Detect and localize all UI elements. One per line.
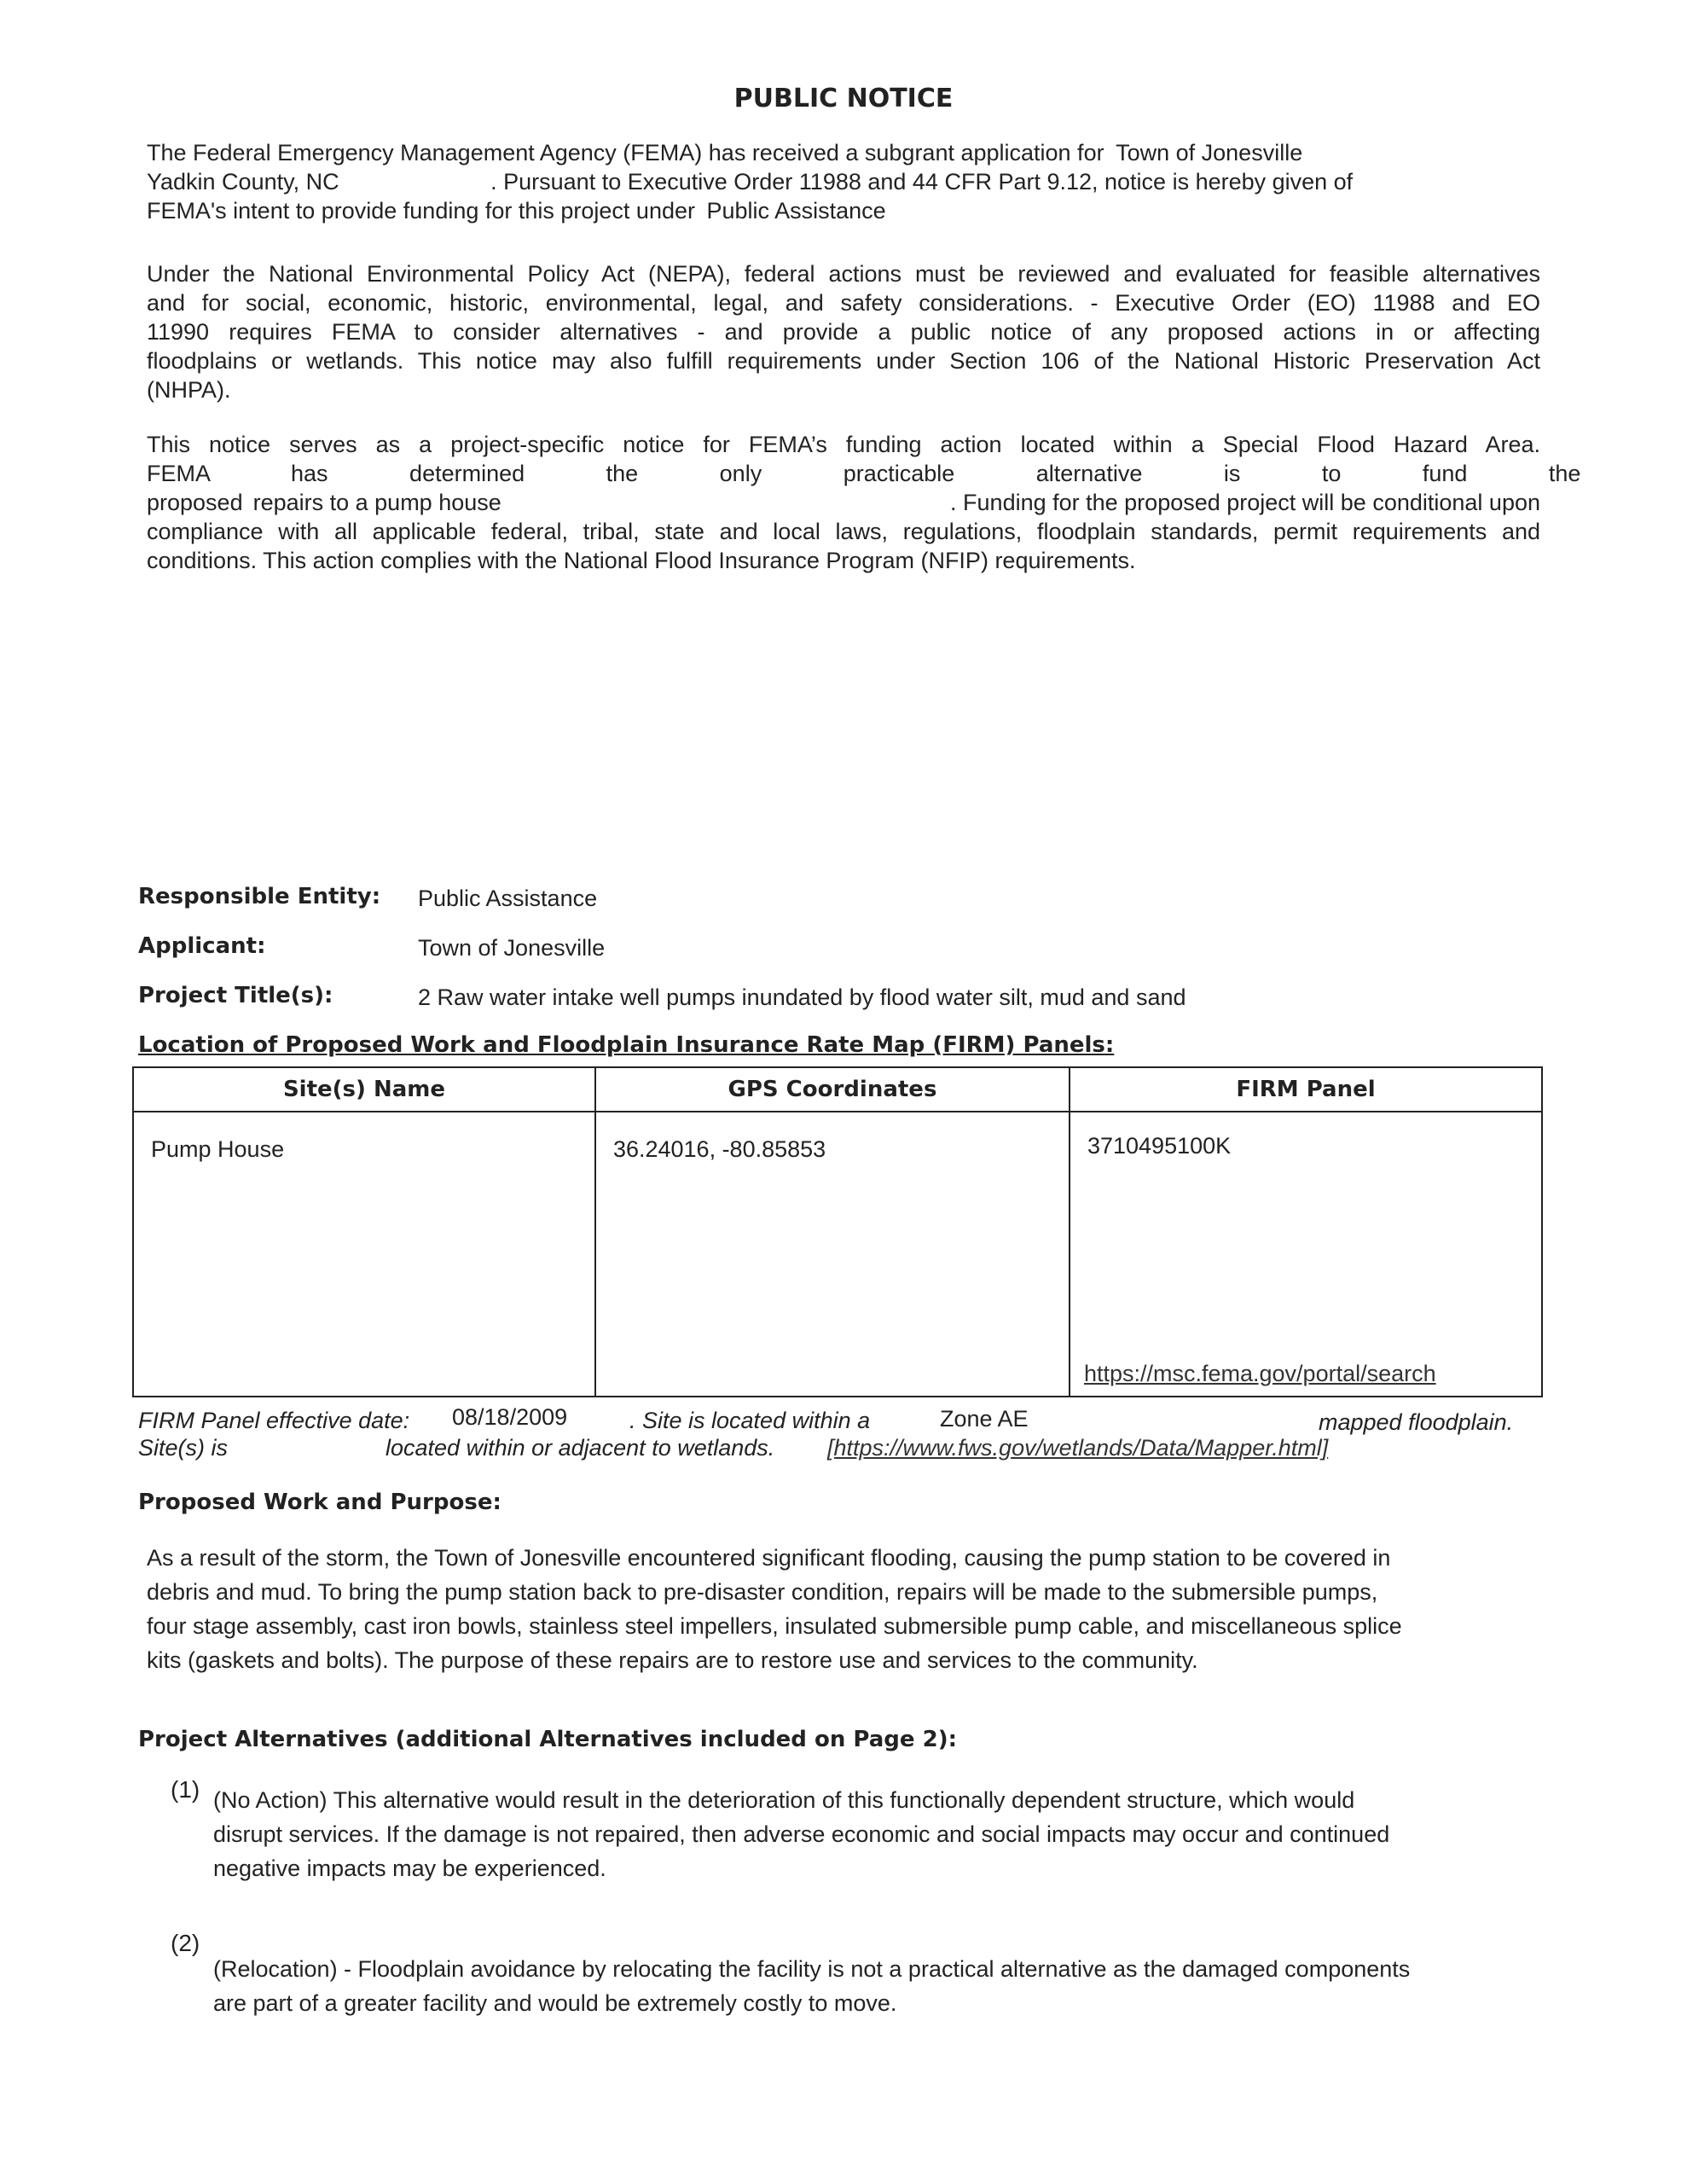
alternative-line: disrupt services. If the damage is not repaired, then adverse economic and social impacts may occur and continued [213, 1821, 1390, 1847]
nepa-line: 11990 requires FEMA to consider alternatives - and provide a public notice of any proposed actions in or affecting [147, 319, 1540, 345]
intro-line-3 [147, 196, 886, 225]
firm-panel-cell [1070, 1112, 1542, 1397]
intro-applicant: Town of Jonesville [1116, 140, 1303, 166]
table-header-row [133, 1067, 1542, 1112]
nepa-paragraph [147, 259, 1540, 404]
wetlands-line [138, 1435, 1542, 1466]
page-title: PUBLIC NOTICE [733, 84, 954, 113]
intro-line-2 [147, 167, 1353, 196]
site-name: Pump House [151, 1136, 285, 1162]
firm-search-link[interactable]: https://msc.fema.gov/portal/search [1083, 1361, 1436, 1386]
site-is-text: Site(s) is [138, 1435, 229, 1461]
notice-proposed: proposed [147, 490, 243, 515]
nepa-line: Under the National Environmental Policy Act (NEPA), federal actions must be reviewed and evaluated for feasible alternatives [147, 261, 1540, 287]
alternative-line: negative impacts may be experienced. [213, 1856, 606, 1881]
notice-funding: . Funding for the proposed project will be conditional upon [950, 490, 1540, 515]
table-header: Site(s) Name [133, 1067, 595, 1112]
wetlands-mapper-link[interactable]: [https://www.fws.gov/wetlands/Data/Mapper.html] [827, 1435, 1329, 1461]
firm-panel-number: 3710495100K [1087, 1133, 1232, 1159]
proposed-work-line: kits (gaskets and bolts). The purpose of these repairs are to restore use and services to the community. [147, 1647, 1198, 1673]
notice-line: This notice serves as a project-specific notice for FEMA’s funding action located within a Special Flood Hazard Area. [147, 432, 1540, 457]
firm-effective-date: 08/18/2009 [452, 1404, 568, 1430]
table-header: FIRM Panel [1070, 1067, 1542, 1112]
responsible-entity-label: Responsible Entity: [138, 884, 381, 909]
gps-coordinates: 36.24016, -80.85853 [612, 1136, 826, 1162]
alternative-number: (2) [171, 1930, 200, 1956]
alternative-line: (Relocation) - Floodplain avoidance by relocating the facility is not a practical alternative as the damaged components [213, 1956, 1411, 1982]
notice-line: compliance with all applicable federal, tribal, state and local laws, regulations, floodplain standards, permit requirements and [147, 519, 1540, 544]
sites-table [132, 1066, 1543, 1397]
wetlands-text: located within or adjacent to wetlands. [386, 1435, 775, 1461]
applicant-value: Town of Jonesville [418, 935, 606, 961]
proposed-work-line: As a result of the storm, the Town of Jonesville encountered significant flooding, causing the pump station to be covered in [147, 1545, 1391, 1571]
alternative-2-text [213, 1952, 1410, 2020]
firm-effective-line [138, 1404, 1542, 1435]
notice-paragraph [147, 430, 1581, 575]
notice-line [147, 488, 1540, 517]
alternative-1-text [213, 1783, 1389, 1885]
zone-label: . Site is located within a [629, 1408, 871, 1433]
table-header: GPS Coordinates [595, 1067, 1070, 1112]
intro-program: Public Assistance [706, 198, 886, 224]
intro-executive-order: . Pursuant to Executive Order 11988 and 44 CFR Part 9.12, notice is hereby given of [490, 169, 1354, 195]
notice-proposed-action: repairs to a pump house [252, 490, 501, 515]
site-name-cell [133, 1112, 595, 1397]
zone-value: Zone AE [940, 1406, 1029, 1432]
applicant-label: Applicant: [138, 933, 266, 959]
proposed-work-body [147, 1541, 1402, 1677]
alternative-line: are part of a greater facility and would be extremely costly to move. [213, 1990, 897, 2016]
notice-line: conditions. This action complies with the National Flood Insurance Program (NFIP) requirements. [147, 548, 1136, 573]
location-heading: Location of Proposed Work and Floodplain Insurance Rate Map (FIRM) Panels: [138, 1032, 1115, 1058]
proposed-work-line: four stage assembly, cast iron bowls, stainless steel impellers, insulated submersible pump cable, and miscellaneous splice [147, 1613, 1402, 1639]
proposed-work-heading: Proposed Work and Purpose: [138, 1490, 501, 1515]
alternatives-heading: Project Alternatives (additional Alternatives included on Page 2): [138, 1727, 957, 1752]
nepa-line: (NHPA). [147, 377, 231, 403]
intro-line-1 [147, 138, 1302, 167]
gps-cell [595, 1112, 1070, 1397]
mapped-floodplain-text: mapped floodplain. [1319, 1409, 1514, 1435]
proposed-work-line: debris and mud. To bring the pump station back to pre-disaster condition, repairs will be made to the submersible pumps, [147, 1579, 1378, 1605]
alternative-number: (1) [171, 1776, 200, 1803]
intro-funding-text: FEMA's intent to provide funding for this project under [147, 198, 695, 224]
intro-county: Yadkin County, NC [147, 169, 339, 195]
intro-text: The Federal Emergency Management Agency (FEMA) has received a subgrant application for [147, 140, 1104, 166]
nepa-line: and for social, economic, historic, environmental, legal, and safety considerations. - Executive Order (EO) 11988 and EO [147, 290, 1540, 316]
firm-effective-label: FIRM Panel effective date: [138, 1408, 410, 1433]
project-title-value: 2 Raw water intake well pumps inundated by flood water silt, mud and sand [418, 985, 1186, 1010]
responsible-entity-value: Public Assistance [418, 886, 598, 911]
table-row [133, 1112, 1542, 1397]
alternative-line: (No Action) This alternative would result in the deterioration of this functionally dependent structure, which would [213, 1787, 1355, 1813]
project-title-label: Project Title(s): [138, 983, 333, 1008]
notice-line: FEMA has determined the only practicable alternative is to fund the [147, 461, 1581, 486]
nepa-line: floodplains or wetlands. This notice may also fulfill requirements under Section 106 of the National Historic Preservation Act [147, 348, 1540, 374]
